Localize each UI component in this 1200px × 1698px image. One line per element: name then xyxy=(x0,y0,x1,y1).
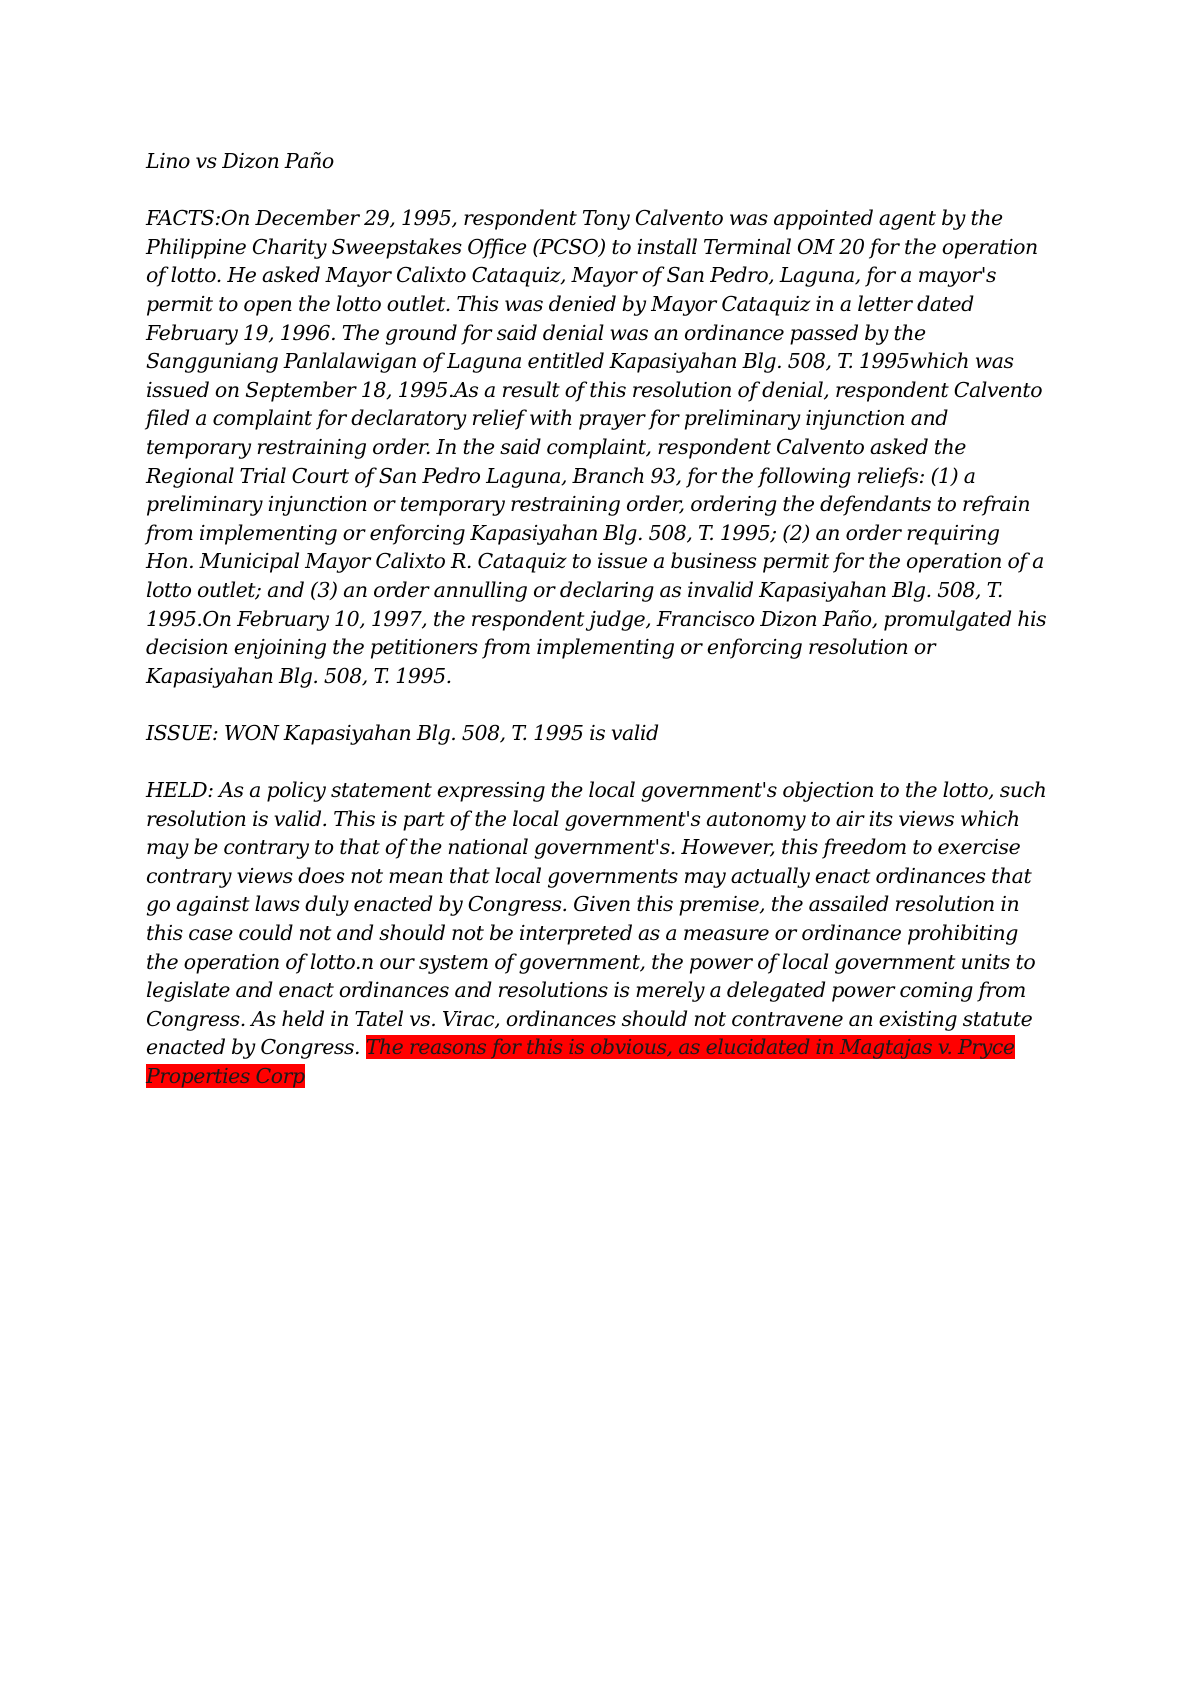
document-body xyxy=(146,147,1051,1119)
facts-paragraph: FACTS:On December 29, 1995, respondent Tony Calvento was appointed agent by the Philippine Charity Sweepstakes Office (PCSO) to install Terminal OM 20 for the operation of lotto. He asked Mayor Calixto Cataquiz, Mayor of San Pedro, Laguna, for a mayor's permit to open the lotto outlet. This was denied by Mayor Cataquiz in a letter dated February 19, 1996. The ground for said denial was an ordinance passed by the Sangguniang Panlalawigan of Laguna entitled Kapasiyahan Blg. 508, T. 1995which was issued on September 18, 1995.As a result of this resolution of denial, respondent Calvento filed a complaint for declaratory relief with prayer for preliminary injunction and temporary restraining order. In the said complaint, respondent Calvento asked the Regional Trial Court of San Pedro Laguna, Branch 93, for the following reliefs: (1) a preliminary injunction or temporary restraining order, ordering the defendants to refrain from implementing or enforcing Kapasiyahan Blg. 508, T. 1995; (2) an order requiring Hon. Municipal Mayor Calixto R. Cataquiz to issue a business permit for the operation of a lotto outlet; and (3) an order annulling or declaring as invalid Kapasiyahan Blg. 508, T. 1995.On February 10, 1997, the respondent judge, Francisco Dizon Paño, promulgated his decision enjoining the petitioners from implementing or enforcing resolution or Kapasiyahan Blg. 508, T. 1995. xyxy=(146,206,1047,688)
issue-paragraph: ISSUE: WON Kapasiyahan Blg. 508, T. 1995 is valid xyxy=(146,720,659,745)
held-text: HELD: As a policy statement expressing the local government's objection to the lotto, such resolution is valid. This is part of the local government's autonomy to air its views which may be contrary to that of the national government's. However, this freedom to exercise contrary views does not mean that local governments may actually enact ordinances that go against laws duly enacted by Congress. Given this premise, the assailed resolution in this case could not and should not be interpreted as a measure or ordinance prohibiting the operation of lotto.n our system of government, the power of local government units to legislate and enact ordinances and resolutions is merely a delegated power coming from Congress. As held in Tatel vs. Virac, ordinances should not contravene an existing statute enacted by Congress. xyxy=(146,778,1047,1060)
document-title: Lino vs Dizon Paño xyxy=(146,149,334,173)
highlighted-text: The reasons for this is obvious, as elucidated in Magtajas v. Pryce Properties Corp xyxy=(146,1035,1015,1088)
held-paragraph xyxy=(146,776,1051,1091)
